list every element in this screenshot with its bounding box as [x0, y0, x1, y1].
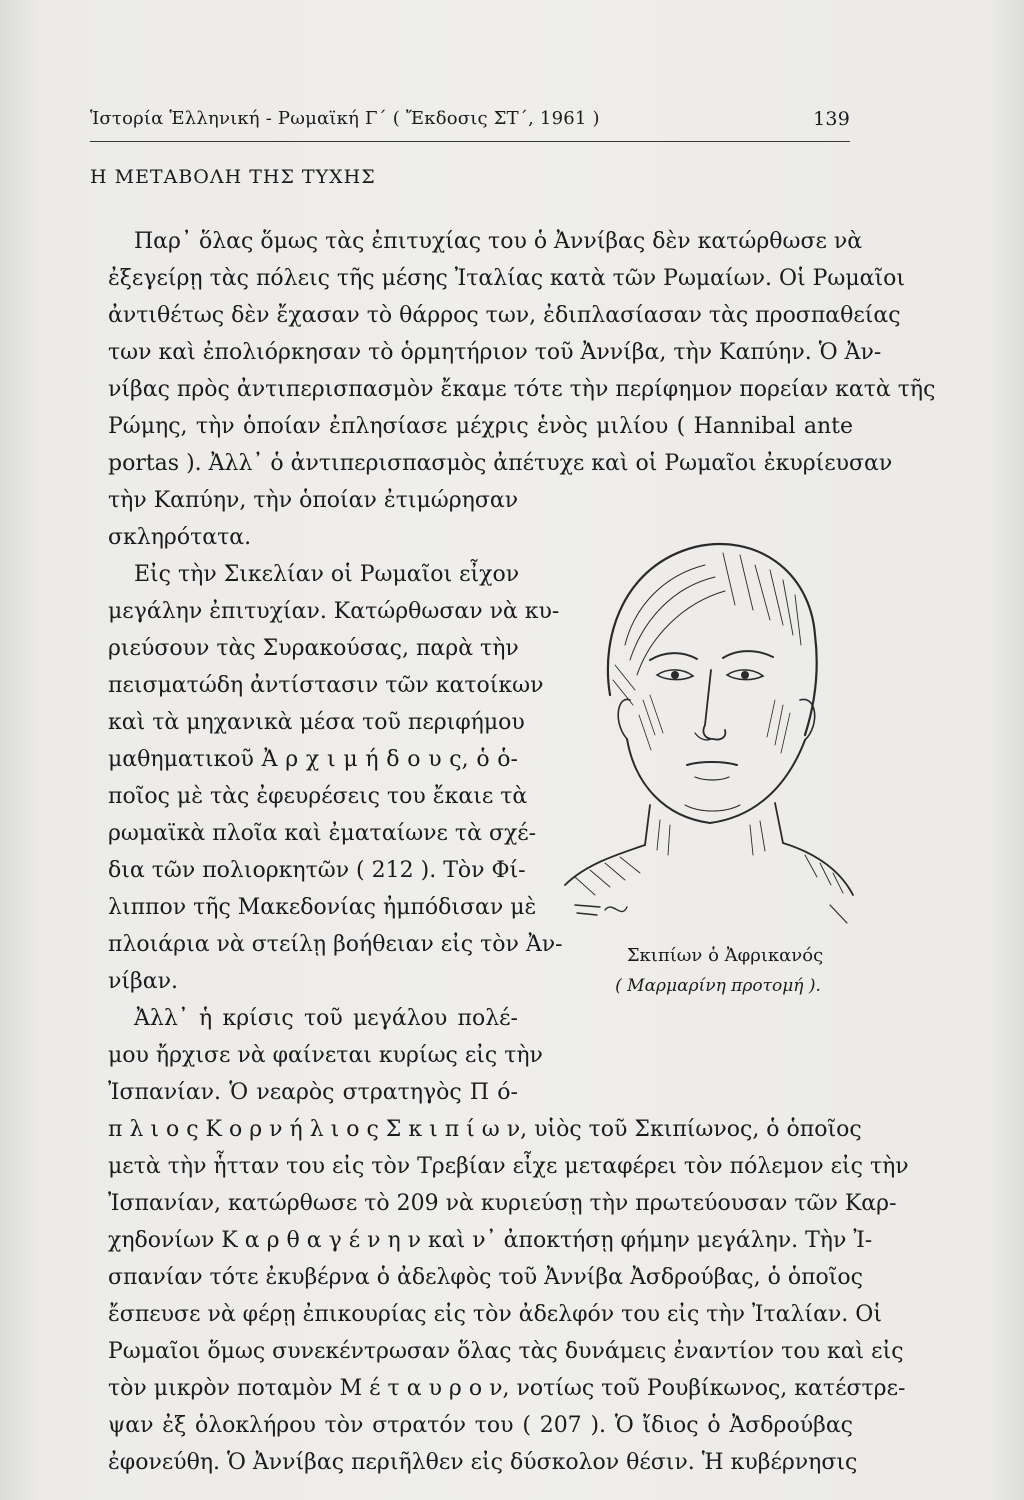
scipio-portrait-engraving [555, 525, 855, 930]
text-line: μου ἤρχισε νὰ φαίνεται κυρίως εἰς τὴν [108, 1043, 543, 1068]
text-line: νίβας πρὸς ἀντιπερισπασμὸν ἔκαμε τότε τὴν περίφημον πορείαν κατὰ τῆς [108, 377, 936, 402]
text-line: π λ ι ο ς Κ ο ρ ν ή λ ι ο ς Σ κ ι π ί ω ν, υἱὸς τοῦ Σκιπίωνος, ὁ ὁποῖος [108, 1117, 862, 1142]
text-line: σπανίαν τότε ἐκυβέρνα ὁ ἀδελφὸς τοῦ Ἀννίβα Ἀσδρούβας, ὁ ὁποῖος [108, 1265, 863, 1290]
text-line: των καὶ ἐπολιόρκησαν τὸ ὁρμητήριον τοῦ Ἀννίβα, τὴν Καπύην. Ὁ Ἀν- [108, 340, 882, 365]
text-line: Παρ᾽ ὅλας ὅμως τὰς ἐπιτυχίας του ὁ Ἀννίβας δὲν κατώρθωσε νὰ [134, 229, 863, 254]
text-line: μεγάλην ἐπιτυχίαν. Κατώρθωσαν νὰ κυ- [108, 599, 560, 624]
figure-caption: Σκιπίων ὁ Ἀφρικανός [626, 945, 824, 966]
text-line: ψαν ἐξ ὁλοκλήρου τὸν στρατόν του ( 207 ). Ὁ ἴδιος ὁ Ἀσδρούβας [108, 1413, 853, 1438]
text-line: πεισματώδη ἀντίστασιν τῶν κατοίκων [108, 673, 544, 698]
text-line: ριεύσουν τὰς Συρακούσας, παρὰ τὴν [108, 636, 519, 661]
text-line: Ρωμαῖοι ὅμως συνεκέντρωσαν ὅλας τὰς δυνάμεις ἐναντίον του καὶ εἰς [108, 1339, 904, 1364]
header-rule [90, 141, 850, 142]
running-header-title: Ἱστορία Ἑλληνική - Ρωμαϊκή Γ΄ ( Ἔκδοσις ΣΤ΄, 1961 ) [90, 108, 600, 129]
text-line: λιππον τῆς Μακεδονίας ἠμπόδισαν μὲ [108, 895, 537, 920]
text-line: Εἰς τὴν Σικελίαν οἱ Ρωμαῖοι εἶχον [134, 562, 520, 587]
page-number: 139 [813, 108, 850, 130]
text-line: μετὰ τὴν ἧτταν του εἰς τὸν Τρεβίαν εἶχε μεταφέρει τὸν πόλεμον εἰς τὴν [108, 1154, 909, 1179]
text-line: μαθηματικοῦ Ἀ ρ χ ι μ ή δ ο υ ς, ὁ ὁ- [108, 747, 518, 772]
text-line: χηδονίων Κ α ρ θ α γ έ ν η ν καὶ ν᾽ ἀποκτήσῃ φήμην μεγάλην. Τὴν Ἰ- [108, 1228, 873, 1253]
text-line: πλοιάρια νὰ στείλῃ βοήθειαν εἰς τὸν Ἀν- [108, 932, 563, 957]
text-line: ἔσπευσε νὰ φέρῃ ἐπικουρίας εἰς τὸν ἀδελφόν του εἰς τὴν Ἰταλίαν. Οἱ [108, 1302, 882, 1327]
section-title: Η ΜΕΤΑΒΟΛΗ ΤΗΣ ΤΥΧΗΣ [90, 166, 376, 188]
text-line: τὸν μικρὸν ποταμὸν Μ έ τ α υ ρ ο ν, νοτίως τοῦ Ρουβίκωνος, κατέστρε- [108, 1376, 906, 1401]
running-header [90, 104, 850, 136]
text-line: Ἀλλ᾽ ἡ κρίσις τοῦ μεγάλου πολέ- [134, 1006, 518, 1031]
text-line: portas ). Ἀλλ᾽ ὁ ἀντιπερισπασμὸς ἀπέτυχε καὶ οἱ Ρωμαῖοι ἐκυρίευσαν [108, 451, 893, 476]
text-line: νίβαν. [108, 969, 178, 994]
figure-subcaption: ( Μαρμαρίνη προτομή ). [615, 976, 821, 996]
text-line: τὴν Καπύην, τὴν ὁποίαν ἐτιμώρησαν [108, 488, 519, 513]
text-line: ἐφονεύθη. Ὁ Ἀννίβας περιῆλθεν εἰς δύσκολον θέσιν. Ἡ κυβέρνησις [108, 1450, 858, 1475]
text-line: ποῖος μὲ τὰς ἐφευρέσεις του ἔκαιε τὰ [108, 784, 528, 809]
text-line: Ἰσπανίαν. Ὁ νεαρὸς στρατηγὸς Π ό- [108, 1080, 518, 1105]
text-line: σκληρότατα. [108, 525, 252, 550]
text-line: Ἰσπανίαν, κατώρθωσε τὸ 209 νὰ κυριεύσῃ τὴν πρωτεύουσαν τῶν Καρ- [108, 1191, 897, 1216]
text-line: ἀντιθέτως δὲν ἔχασαν τὸ θάρρος των, ἐδιπλασίασαν τὰς προσπαθείας [108, 303, 901, 328]
text-line: ἐξεγείρῃ τὰς πόλεις τῆς μέσης Ἰταλίας κατὰ τῶν Ρωμαίων. Οἱ Ρωμαῖοι [108, 266, 906, 291]
text-line: Ρώμης, τὴν ὁποίαν ἐπλησίασε μέχρις ἑνὸς μιλίου ( Hannibal ante [108, 414, 853, 439]
text-line: ρωμαϊκὰ πλοῖα καὶ ἐματαίωνε τὰ σχέ- [108, 821, 537, 846]
text-line: δια τῶν πολιορκητῶν ( 212 ). Τὸν Φί- [108, 858, 526, 883]
text-line: καὶ τὰ μηχανικὰ μέσα τοῦ περιφήμου [108, 710, 525, 735]
